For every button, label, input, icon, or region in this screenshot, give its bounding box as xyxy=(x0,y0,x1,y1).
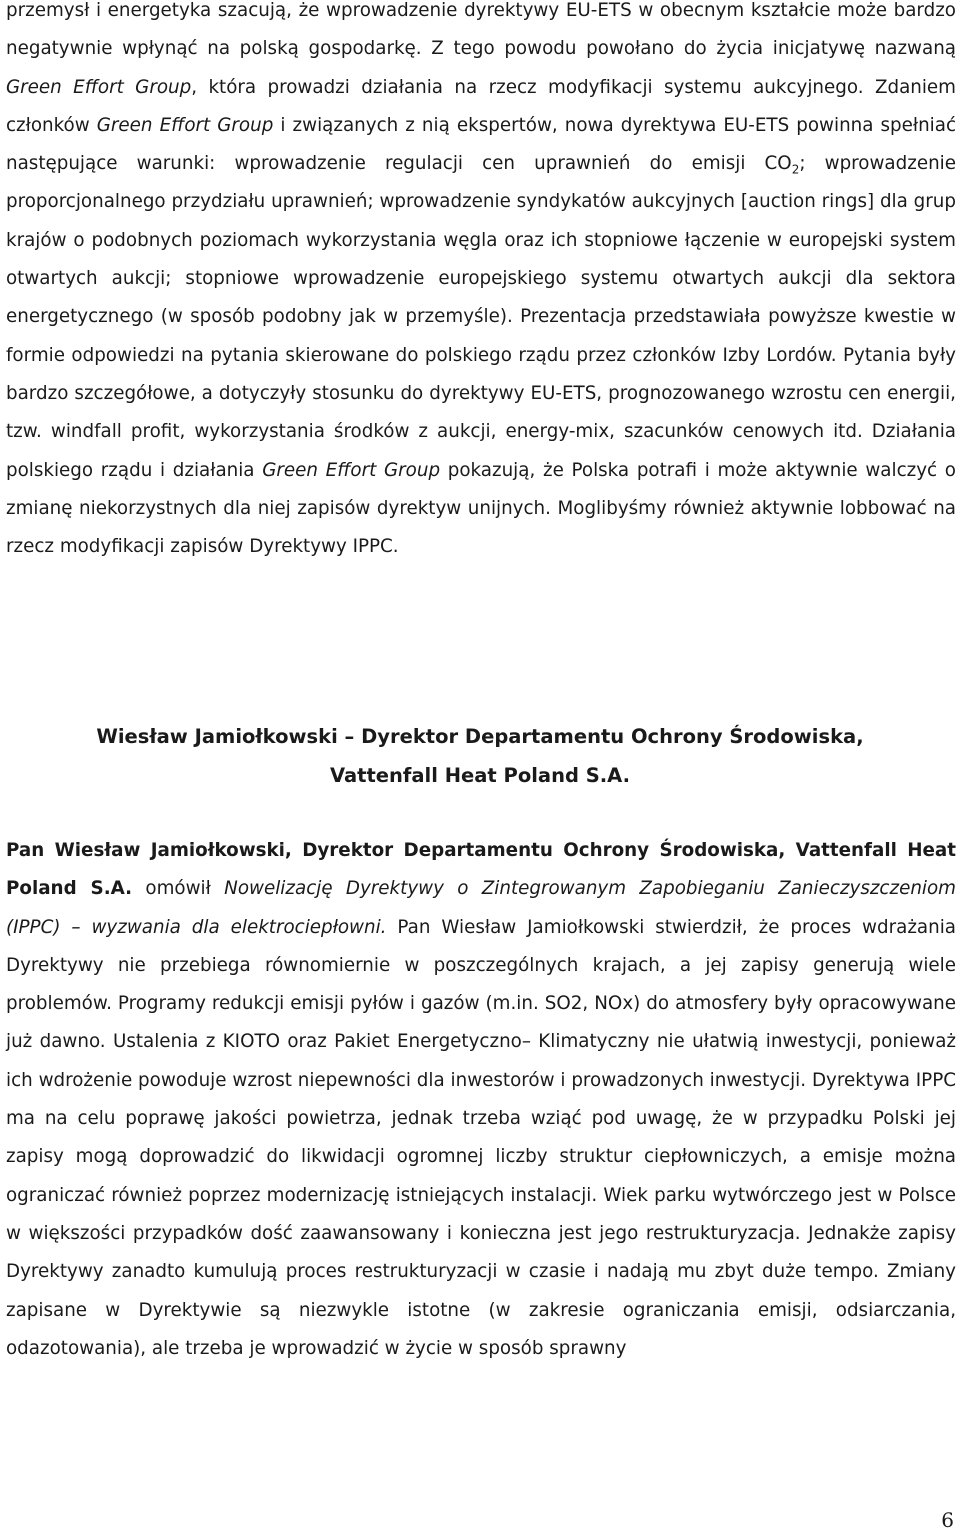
text-run: przemysł i energetyka szacują, że wprowadzenie dyrektywy EU-ETS w obecnym kształcie może bardzo negatywnie wpłynąć na polską gospodarkę. Z tego powodu powołano do życia inicjatywę nazwaną xyxy=(6,0,956,60)
text-run: pokazują, że Polska potrafi i może aktywnie walczyć o zmianę niekorzystnych dla niej zapisów dyrektyw unijnych. Moglibyśmy również aktywnie lobbować na rzecz modyfikacji zapisów Dyrektywy IPPC. xyxy=(6,459,956,558)
subscript-run: 2 xyxy=(791,162,800,177)
text-run: ; wprowadzenie proporcjonalnego przydziału uprawnień; wprowadzenie syndykatów aukcyjnych [auction rings] dla grup krajów o podobnych poziomach wykorzystania węgla oraz ich stopniowe łączenie w europejski system otwartych aukcji; stopniowe wprowadzenie europejskiego systemu otwartych aukcji dla sektora energetycznego (w sposób podobny jak w przemyśle). Prezentacja przedstawiała powyższe kwestie w formie odpowiedzi na pytania skierowane do polskiego rządu przez członków Izby Lordów. Pytania były bardzo szczegółowe, a dotyczyły stosunku do dyrektywy EU-ETS, prognozowanego wzrostu cen energii, tzw. windfall profit, wykorzystania środków z aukcji, energy-mix, szacunków cenowych itd. Działania polskiego rządu i działania xyxy=(6,153,956,481)
text-run: , która prowadzi działania na rzecz modyfikacji systemu aukcyjnego. Zdaniem członków xyxy=(6,76,956,136)
heading-line-2: Vattenfall Heat Poland S.A. xyxy=(329,763,631,787)
text-run: Pan Wiesław Jamiołkowski stwierdził, że proces wdrażania Dyrektywy nie przebiega równomiernie w poszczególnych krajach, a jej zapisy generują wiele problemów. Programy redukcji emisji pyłów i gazów (m.in. SO2, NOx) do atmosfery były opracowywane już dawno. Ustalenia z KIOTO oraz Pakiet Energetyczno– Klimatyczny nie ułatwią inwestycji, ponieważ ich wdrożenie powoduje wzrost niepewności dla inwestorów i prowadzonych inwestycji. Dyrektywa IPPC ma na celu poprawę jakości powietrza, jednak trzeba wziąć pod uwagę, że w przypadku Polski jej zapisy mogą doprowadzić do likwidacji ogromnej liczby struktur ciepłowniczych, a emisje można ograniczać również poprzez modernizację istniejących instalacji. Wiek parku wytwórczego jest w Polsce w większości przypadków dość zaawansowany i konieczna jest jego restrukturyzacja. Jednakże zapisy Dyrektywy zanadto kumulują proces restrukturyzacji w czasie i nadają mu zbyt duże tempo. Zmiany zapisane w Dyrektywie są niezwykle istotne (w zakresie ograniczania emisji, odsiarczania, odazotowania), ale trzeba je wprowadzić w życie w sposób sprawny xyxy=(6,916,956,1359)
text-run: omówił xyxy=(132,878,225,900)
italic-run: Green Effort Group xyxy=(96,114,274,136)
italic-run: Green Effort Group xyxy=(6,76,192,98)
page-number: 6 xyxy=(941,1508,954,1532)
bold-run: Pan Wiesław Jamiołkowski, Dyrektor Departamentu Ochrony Środowiska, Vattenfall Heat Poland S.A. xyxy=(6,840,956,900)
paragraph-green-effort-group xyxy=(6,0,956,566)
italic-run: Nowelizację Dyrektywy o Zintegrowanym Zapobieganiu Zanieczyszczeniom (IPPC) – wyzwania dla elektrociepłowni. xyxy=(6,878,956,938)
heading-line-1: Wiesław Jamiołkowski – Dyrektor Departamentu Ochrony Środowiska, xyxy=(96,725,864,748)
paragraph-ippc-directive xyxy=(6,832,956,1368)
italic-run: Green Effort Group xyxy=(262,459,441,481)
section-heading xyxy=(0,718,960,795)
text-run: i związanych z nią ekspertów, nowa dyrektywa EU-ETS powinna spełniać następujące warunki: wprowadzenie regulacji cen uprawnień do emisji CO xyxy=(6,114,957,175)
